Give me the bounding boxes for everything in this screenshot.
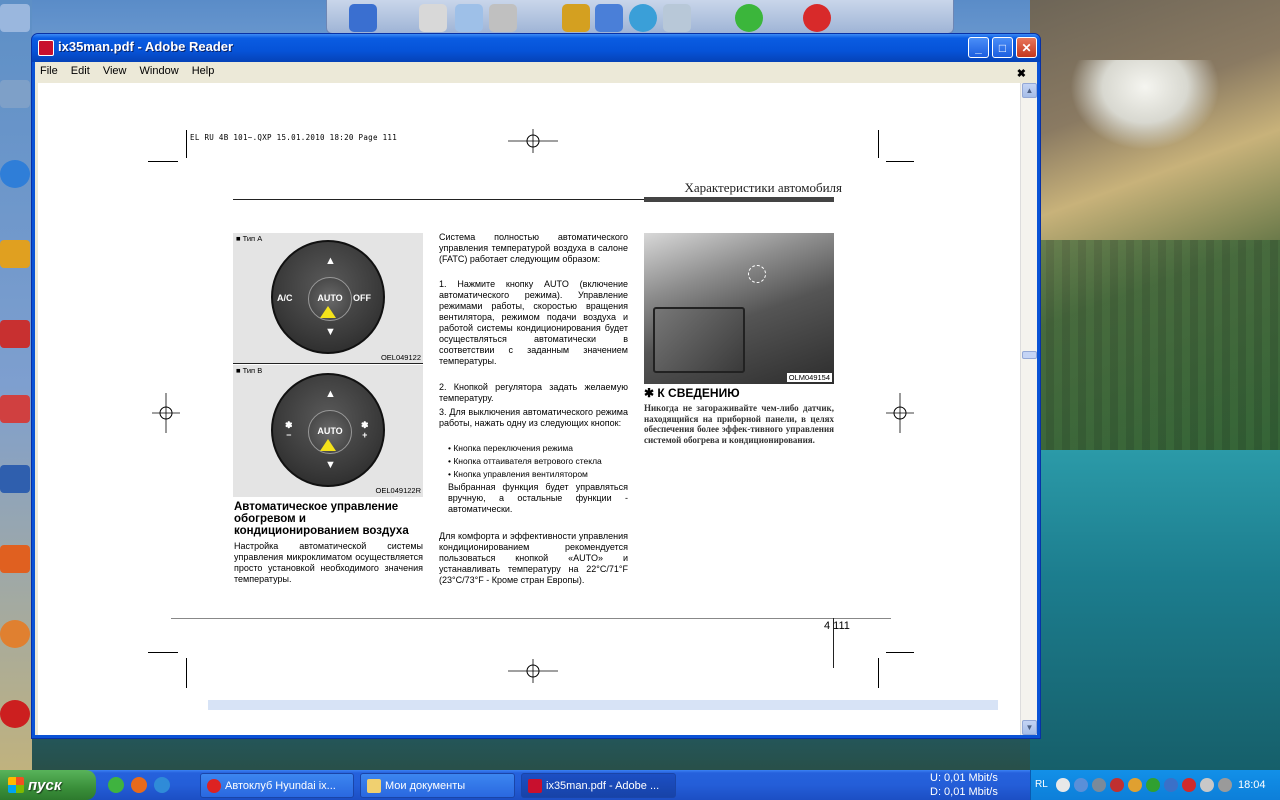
computer-icon xyxy=(0,4,30,32)
language-indicator[interactable]: RL xyxy=(1035,779,1048,790)
quick-launch-icon[interactable] xyxy=(108,777,124,793)
recycle-bin-icon xyxy=(0,80,30,108)
section-rule xyxy=(233,199,644,200)
mid-bullet: • Кнопка переключения режима xyxy=(448,443,573,453)
tray-icon[interactable] xyxy=(1164,778,1178,792)
up-arrow-icon: ▲ xyxy=(325,388,336,400)
menu-bar xyxy=(35,62,1037,82)
mailru-icon xyxy=(0,620,30,648)
minimize-button[interactable]: _ xyxy=(968,37,989,58)
crop-mark xyxy=(148,161,178,162)
footer-rule xyxy=(171,618,891,619)
opera-icon xyxy=(0,700,30,728)
tray-icon[interactable] xyxy=(1182,778,1196,792)
section-bar xyxy=(644,197,834,202)
ac-label: A/C xyxy=(277,293,293,303)
tray-icon[interactable] xyxy=(1200,778,1214,792)
press-arrow-icon xyxy=(320,306,336,318)
crop-mark xyxy=(886,652,914,653)
press-arrow-icon xyxy=(320,439,336,451)
taskbar-button-adobe[interactable] xyxy=(521,773,676,798)
vertical-scrollbar[interactable] xyxy=(1020,83,1037,735)
mid-item-3: 3. Для выключения автоматического режима работы, нажать одну из следующих кнопок: xyxy=(439,407,628,428)
mid-bullet: • Кнопка оттаивателя ветрового стекла xyxy=(448,456,602,466)
start-button[interactable] xyxy=(0,770,96,800)
menu-edit[interactable]: Edit xyxy=(70,65,90,77)
fan-plus-label: ✽ + xyxy=(361,420,369,440)
screen-icon[interactable] xyxy=(489,4,517,32)
desktop-icon-my-computer[interactable] xyxy=(0,4,36,34)
down-arrow-icon: ▼ xyxy=(325,459,336,471)
taskbar-button-documents[interactable] xyxy=(360,773,515,798)
app-icon[interactable] xyxy=(562,4,590,32)
up-arrow-icon: ▲ xyxy=(325,255,336,267)
menu-view[interactable]: View xyxy=(102,65,127,77)
wallpaper-lake xyxy=(1030,450,1280,770)
crop-mark xyxy=(878,658,879,688)
divider xyxy=(233,363,423,364)
alcohol-icon xyxy=(0,320,30,348)
globe-icon[interactable] xyxy=(629,4,657,32)
page-number: 4 111 xyxy=(824,620,850,632)
section-title: Характеристики автомобиля xyxy=(684,180,842,195)
car-sensor-image xyxy=(644,233,834,384)
wallpaper-forest xyxy=(1030,240,1280,480)
sensor-marker xyxy=(748,265,766,283)
wallpaper-snow xyxy=(1070,60,1220,150)
adobe-reader-window xyxy=(31,33,1041,739)
acdsee-icon xyxy=(0,240,30,268)
quick-launch-icon[interactable] xyxy=(131,777,147,793)
left-paragraph: Настройка автоматической системы управления микроклиматом осуществляется просто установкой необходимого значения температуры. xyxy=(234,541,423,584)
menu-window[interactable]: Window xyxy=(139,65,179,77)
pdf-icon xyxy=(528,779,542,793)
tray-icon[interactable] xyxy=(1218,778,1232,792)
tray-icon[interactable] xyxy=(1092,778,1106,792)
pdf-icon xyxy=(38,40,54,56)
internet-explorer-icon xyxy=(0,160,30,188)
clock[interactable]: 18:04 xyxy=(1238,779,1266,791)
menu-file[interactable]: File xyxy=(40,65,58,77)
fan-minus-label: ✽ − xyxy=(285,420,293,440)
pdf-page xyxy=(38,83,1020,735)
crop-mark xyxy=(886,161,914,162)
start-label: пуск xyxy=(28,776,62,794)
mid-after: Выбранная функция будет управляться вручную, а остальные функции - автоматически. xyxy=(448,482,628,514)
climate-dial-a xyxy=(271,240,385,354)
tray-icon[interactable] xyxy=(1110,778,1124,792)
scroll-up-button[interactable]: ▲ xyxy=(1022,83,1037,98)
climate-dial-b xyxy=(271,373,385,487)
registration-mark-right xyxy=(886,393,914,433)
taskbar-button-browser[interactable] xyxy=(200,773,354,798)
sensor-inset xyxy=(653,307,745,373)
window-title: ix35man.pdf - Adobe Reader xyxy=(58,39,234,54)
registration-mark-left xyxy=(152,393,180,433)
crop-mark xyxy=(186,130,187,158)
power-green-icon[interactable] xyxy=(735,4,763,32)
scroll-down-button[interactable]: ▼ xyxy=(1022,720,1037,735)
hp-photo-icon xyxy=(0,465,30,493)
windows-flag-icon xyxy=(8,777,24,793)
registration-mark-bottom xyxy=(508,659,558,683)
tray-icon[interactable] xyxy=(1056,778,1070,792)
image-code-a: OEL049122 xyxy=(380,353,421,362)
down-arrow-icon: ▼ xyxy=(325,326,336,338)
auto-label: AUTO xyxy=(317,293,343,303)
type-a-label: ■ Тип A xyxy=(236,234,263,243)
power-red-icon[interactable] xyxy=(803,4,831,32)
quick-launch-icon[interactable] xyxy=(154,777,170,793)
print-header-info: EL RU 4B 101~.QXP 15.01.2010 18:20 Page 111 xyxy=(190,133,398,142)
note-heading: ✱ К СВЕДЕНИЮ xyxy=(644,386,740,400)
menu-help[interactable]: Help xyxy=(191,65,215,77)
upload-speed: U: 0,01 Mbit/s xyxy=(930,772,998,784)
tray-icon[interactable] xyxy=(1074,778,1088,792)
network-speed xyxy=(930,771,998,799)
pictures-icon[interactable] xyxy=(455,4,483,32)
mid-bullet: • Кнопка управления вентилятором xyxy=(448,469,588,479)
control-panel-type-b xyxy=(233,365,423,497)
tray-icon[interactable] xyxy=(1128,778,1142,792)
mid-item-1: 1. Нажмите кнопку AUTO (включение автоматического режима). Управление режимами работы, скоростью вращения вентилятора, режимом подачи воздуха и работой системы кондиционирования будет осуществляться автоматически в соответствии с заданным значением температуры. xyxy=(439,279,628,366)
registration-mark-top xyxy=(508,129,558,153)
taskbar-button-label: Мои документы xyxy=(385,779,466,792)
jetaudio-icon xyxy=(0,545,30,573)
tray-icon[interactable] xyxy=(1146,778,1160,792)
help-icon[interactable] xyxy=(349,4,377,32)
documents-icon[interactable] xyxy=(419,4,447,32)
ccleaner-icon xyxy=(0,395,30,423)
scroll-thumb[interactable] xyxy=(1022,351,1037,359)
opera-icon xyxy=(207,779,221,793)
off-label: OFF xyxy=(353,293,371,303)
crop-mark xyxy=(186,658,187,688)
title-bar[interactable] xyxy=(32,34,1040,62)
type-b-label: ■ Тип B xyxy=(236,366,263,375)
quick-launch-bar xyxy=(326,0,954,34)
horizontal-scrollbar[interactable] xyxy=(208,700,998,710)
control-panel-type-a xyxy=(233,233,423,364)
crop-mark xyxy=(148,652,178,653)
crop-mark xyxy=(878,130,879,158)
document-area xyxy=(35,82,1037,735)
image-code-car: OLM049154 xyxy=(788,373,830,382)
taskbar-button-label: ix35man.pdf - Adobe ... xyxy=(546,779,660,792)
document-close-button[interactable]: ✖ xyxy=(1016,68,1026,80)
maximize-button[interactable]: □ xyxy=(992,37,1013,58)
mid-comfort: Для комфорта и эффективности управления кондиционированием рекомендуется пользоваться кнопкой «AUTO» и устанавливать температуру на 22°C/71°F (23°C/73°F - Кроме стран Европы). xyxy=(439,531,628,585)
trash-icon[interactable] xyxy=(663,4,691,32)
climate-heading: Автоматическое управление обогревом и кондиционированием воздуха xyxy=(234,501,409,537)
mid-intro: Система полностью автоматического управления температурой воздуха в салоне (FATC) работает следующим образом: xyxy=(439,232,628,264)
auto-label: AUTO xyxy=(317,426,343,436)
taskbar-button-label: Автоклуб Hyundai ix... xyxy=(225,779,336,792)
close-button[interactable]: ✕ xyxy=(1016,37,1037,58)
desktop-background-left xyxy=(0,0,32,770)
taskbar xyxy=(0,770,1280,800)
mid-item-2: 2. Кнопкой регулятора задать желаемую температуру. xyxy=(439,382,628,403)
image-code-b: OEL049122R xyxy=(375,486,421,495)
download-speed: D: 0,01 Mbit/s xyxy=(930,786,998,798)
folder-icon xyxy=(367,779,381,793)
note-body: Никогда не загораживайте чем-либо датчик, находящийся на приборной панели, в целях обеспечения более эффек-тивного управления системой обогрева и кондиционирования. xyxy=(644,403,834,445)
network-icon[interactable] xyxy=(595,4,623,32)
